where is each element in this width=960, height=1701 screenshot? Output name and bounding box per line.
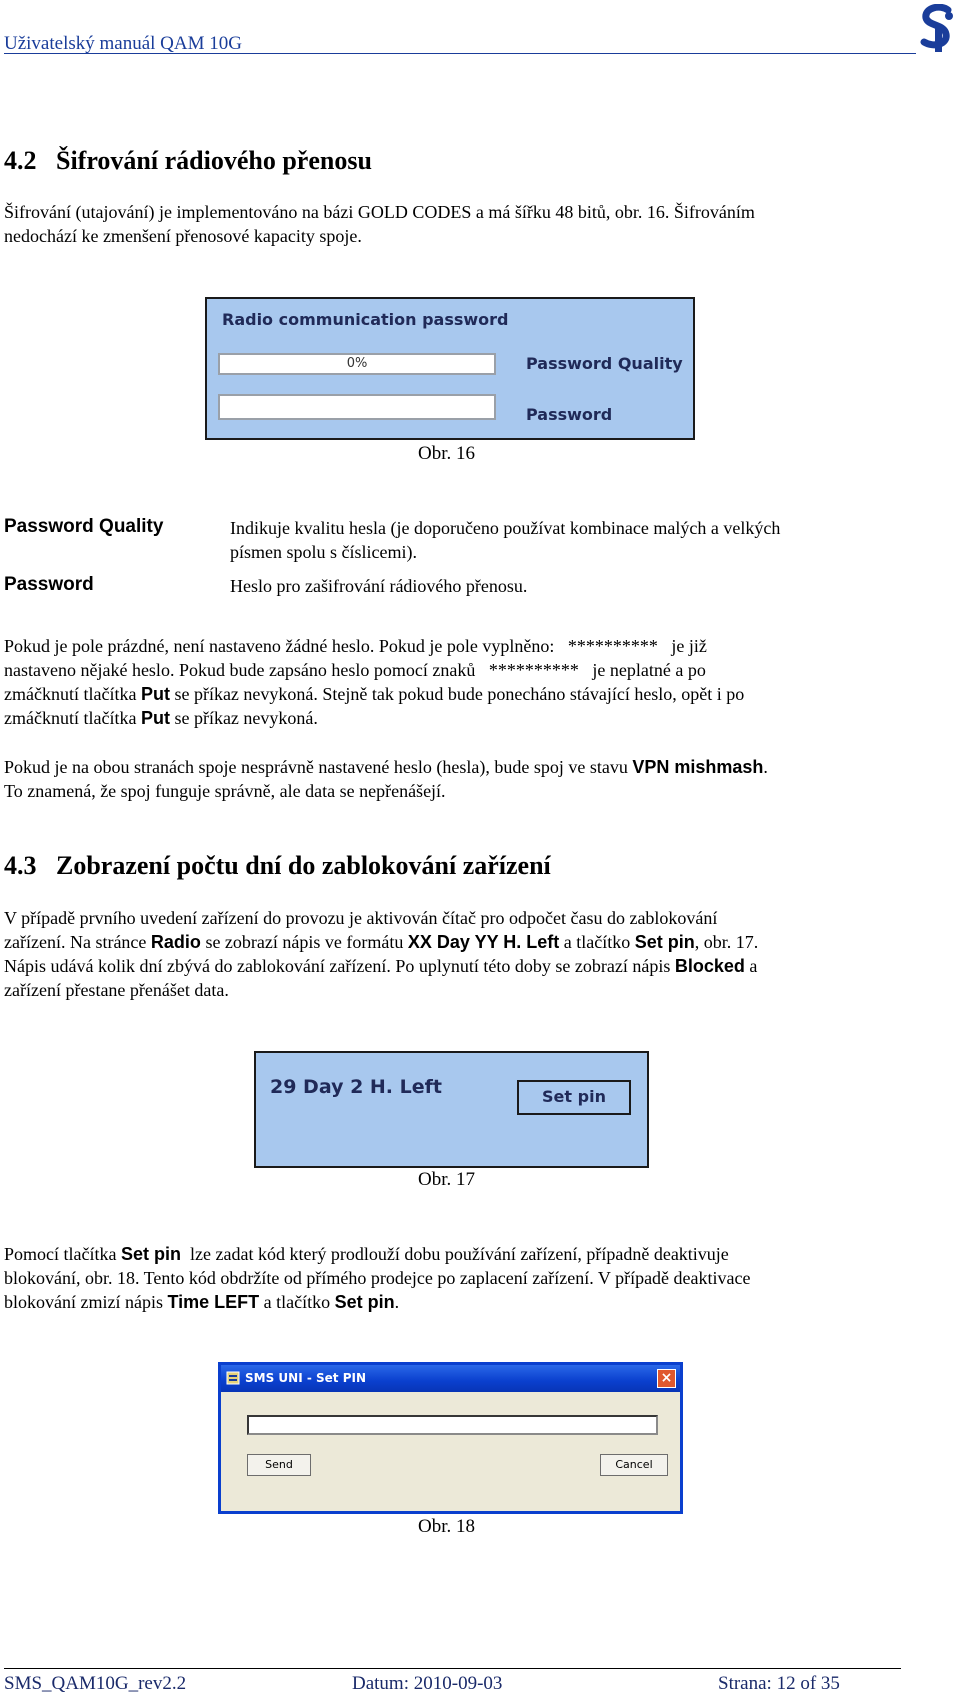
set-pin-keyword: Set pin [634,932,695,952]
vpn-mishmash-keyword: VPN mishmash [632,757,764,777]
set-pin-keyword: Set pin [120,1244,181,1264]
close-icon[interactable]: × [657,1369,676,1388]
radio-password-panel [205,297,695,440]
para-setpin-line-2: blokování, obr. 18. Tento kód obdržíte od přímého prodejce po zaplacení zařízení. V případě deaktivace [4,1268,751,1288]
panel-title: Radio communication password [222,310,509,329]
time-left-keyword: Time LEFT [167,1292,260,1312]
header-rule [4,53,916,54]
dialog-title: SMS UNI - Set PIN [245,1371,366,1385]
password-mask: ********** [488,660,579,680]
format-keyword: XX Day YY H. Left [407,932,560,952]
section-4-3-heading: 4.3 Zobrazení počtu dní do zablokování zařízení [4,851,551,880]
figure-17-caption: Obr. 17 [418,1169,475,1190]
app-icon [226,1371,240,1385]
cancel-button[interactable]: Cancel [600,1454,668,1476]
password-quality-label: Password Quality [526,354,683,373]
footer-date: Datum: 2010-09-03 [352,1673,503,1694]
para-setpin-line-3: blokování zmizí nápis Time LEFT a tlačítko Set pin. [4,1292,400,1312]
send-button[interactable]: Send [247,1454,311,1476]
days-left-status: 29 Day 2 H. Left [270,1076,442,1098]
section-4-3-line-1: V případě prvního uvedení zařízení do provozu je aktivován čítač pro odpočet času do zablokování [4,908,718,928]
company-logo-icon [918,4,958,54]
term-password: Password [4,574,94,595]
desc-password-quality-2: písmen spolu s číslicemi). [230,542,417,562]
desc-password: Heslo pro zašifrování rádiového přenosu. [230,576,528,596]
section-4-2-heading: 4.2 Šifrování rádiového přenosu [4,146,372,175]
password-label: Password [526,405,613,424]
put-keyword: Put [140,684,170,704]
password-mask: ********** [567,636,658,656]
section-4-3-line-3: Nápis udává kolik dní zbývá do zablokování zařízení. Po uplynutí této doby se zobrazí nápis Blocked a [4,956,758,976]
footer-doc-id: SMS_QAM10G_rev2.2 [4,1673,187,1694]
section-4-3-line-4: zařízení přestane přenášet data. [4,980,229,1000]
set-pin-dialog [218,1362,683,1514]
day-counter-panel [254,1051,649,1168]
radio-keyword: Radio [150,932,201,952]
set-pin-button[interactable]: Set pin [517,1080,631,1115]
blocked-keyword: Blocked [674,956,745,976]
section-4-3-line-2: zařízení. Na stránce Radio se zobrazí nápis ve formátu XX Day YY H. Left a tlačítko Set pin, obr. 17. [4,932,759,952]
dialog-titlebar [221,1365,680,1392]
pin-input[interactable] [247,1415,658,1435]
section-4-2-line-2: nedochází ke zmenšení přenosové kapacity spoje. [4,226,362,246]
desc-password-quality-1: Indikuje kvalitu hesla (je doporučeno používat kombinace malých a velkých [230,518,781,538]
para-vpn-line-1: Pokud je na obou stranách spoje nesprávně nastavené heslo (hesla), bude spoj ve stavu VPN mishmash. [4,757,768,777]
para-empty-line-1: Pokud je pole prázdné, není nastaveno žádné heslo. Pokud je pole vyplněno: ********** je již [4,636,707,656]
password-quality-value: 0% [346,356,368,371]
term-password-quality: Password Quality [4,516,164,537]
header-title: Uživatelský manuál QAM 10G [4,33,242,54]
set-pin-keyword: Set pin [334,1292,395,1312]
figure-16-caption: Obr. 16 [418,443,475,464]
para-vpn-line-2: To znamená, že spoj funguje správně, ale data se nepřenášejí. [4,781,446,801]
password-input[interactable] [218,394,496,420]
footer-rule [4,1668,901,1669]
password-quality-bar [218,353,496,375]
para-empty-line-2: nastaveno nějaké heslo. Pokud bude zapsáno heslo pomocí znaků ********** je neplatné a po [4,660,706,680]
section-4-2-line-1: Šifrování (utajování) je implementováno na bázi GOLD CODES a má šířku 48 bitů, obr. 16. Šifrováním [4,202,755,222]
para-empty-line-4: zmáčknutí tlačítka Put se příkaz nevykoná. [4,708,318,728]
para-empty-line-3: zmáčknutí tlačítka Put se příkaz nevykoná. Stejně tak pokud bude ponecháno stávající heslo, opět i po [4,684,745,704]
figure-18-caption: Obr. 18 [418,1516,475,1537]
para-setpin-line-1: Pomocí tlačítka Set pin lze zadat kód který prodlouží dobu používání zařízení, případně deaktivuje [4,1244,729,1264]
put-keyword: Put [140,708,170,728]
footer-page-number: Strana: 12 of 35 [718,1673,840,1694]
